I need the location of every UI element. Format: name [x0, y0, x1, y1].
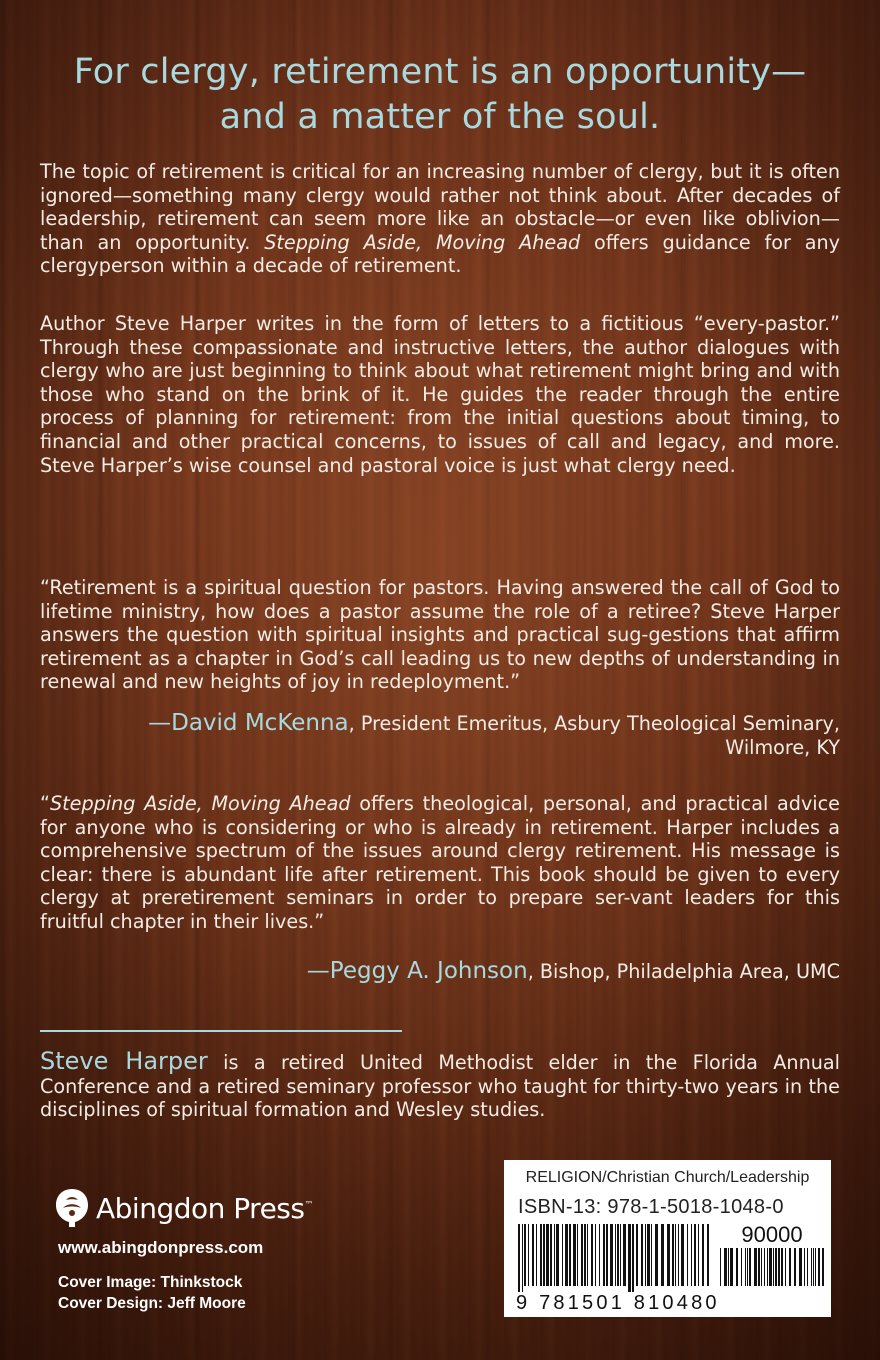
barcode-bar — [584, 1224, 586, 1286]
barcode-bar — [672, 1224, 674, 1286]
section-divider — [40, 1030, 402, 1032]
barcode-bar — [532, 1224, 534, 1286]
endorser-name: —Peggy A. Johnson — [306, 958, 528, 984]
barcode-bar — [617, 1224, 619, 1286]
bisac-category: RELIGION/Christian Church/Leadership — [525, 1169, 810, 1186]
barcode-bar — [587, 1224, 588, 1286]
barcode-bar — [754, 1248, 757, 1286]
barcode-bar — [641, 1224, 643, 1286]
barcode-bar — [636, 1224, 638, 1286]
barcode-bar — [543, 1224, 545, 1286]
author-bio — [40, 1047, 840, 1122]
barcode-bar — [524, 1224, 526, 1286]
barcode-bar — [730, 1248, 733, 1286]
barcode-bar — [720, 1248, 721, 1286]
barcode-bar — [813, 1248, 814, 1286]
barcode-bar — [681, 1224, 684, 1286]
barcode-bar — [702, 1224, 704, 1286]
barcode-bar — [804, 1248, 805, 1286]
author-bio-text: is a retired United Methodist elder in the Florida Annual Conference and a retired seminary professor who taught for thirty-two years in the disciplines of spiritual formation and Wesley studies. — [40, 1051, 840, 1122]
barcode-bar — [536, 1224, 537, 1286]
barcode-bar — [632, 1224, 634, 1292]
barcode-bar — [707, 1224, 709, 1286]
barcode-bar — [645, 1224, 646, 1286]
quote-open-mark: “ — [40, 792, 50, 815]
barcode-bar — [767, 1248, 768, 1286]
endorsement-attribution-2 — [80, 960, 840, 984]
barcode-bar — [736, 1248, 738, 1286]
barcode-bar — [647, 1224, 650, 1286]
publisher-name-text: Abingdon Press — [96, 1192, 305, 1225]
barcode-bar — [769, 1248, 772, 1286]
barcode-graphic — [504, 1160, 831, 1317]
endorsement-quote-2 — [40, 792, 840, 934]
barcode-bar — [577, 1224, 578, 1286]
description-text-b: offers guidance for any clergyperson within a decade of retirement. — [40, 230, 840, 278]
barcode-bar — [675, 1224, 676, 1286]
headline — [40, 50, 840, 140]
barcode-bar — [599, 1224, 600, 1286]
endorsement-quote-1: “Retirement is a spiritual question for pastors. Having answered the call of God to lifetime ministry, how does a pastor assume the role of a retiree? Steve Harper answers the question with spiritual insights and practical sug-gestions that affirm retirement as a chapter in God’s call leading us to new depths of understanding in renewal and new heights of joy in redeployment.” — [40, 576, 840, 694]
barcode-bar — [745, 1248, 746, 1286]
barcode-bar — [741, 1248, 742, 1286]
barcode-bar — [623, 1224, 626, 1286]
publisher-name: Abingdon Press™ — [96, 1192, 313, 1225]
barcode-box — [504, 1160, 831, 1317]
barcode-bar — [691, 1224, 692, 1286]
barcode-bar — [595, 1224, 596, 1286]
quote-body: offers theological, personal, and practical advice for anyone who is considering or who is already in retirement. Harper includes a comprehensive spectrum of the issues around clergy retirement. His message is clear: there is abundant life after retirement. This book should be given to every clergy at preretirement seminars in order to prepare ser-vant leaders for this fruitful chapter in their lives.” — [40, 792, 840, 933]
barcode-bar — [815, 1248, 816, 1286]
barcode-bar — [610, 1224, 613, 1286]
author-name: Steve Harper — [40, 1047, 208, 1075]
barcode-bar — [550, 1224, 552, 1286]
barcode-bar — [569, 1224, 571, 1286]
endorser-name: —David McKenna — [148, 710, 349, 736]
barcode-bar — [818, 1248, 820, 1286]
barcode-bar — [799, 1248, 802, 1286]
barcode-bar — [620, 1224, 621, 1286]
endorser-affiliation: , Bishop, Philadelphia Area, UMC — [527, 960, 840, 983]
barcode-bar — [773, 1248, 774, 1286]
barcode-bar — [661, 1224, 664, 1286]
description-text-a: The topic of retirement is critical for an increasing number of clergy, but it is often ignored—something many clergy would rather not think about. After decades of leadership, retirement can seem more like an obstacle—or even like oblivion—than an opportunity. — [40, 160, 840, 254]
publisher-logo — [52, 1186, 332, 1230]
barcode-bar — [749, 1248, 751, 1286]
barcode-bar — [556, 1224, 559, 1286]
barcode-bar — [698, 1224, 699, 1286]
barcode-bar — [615, 1224, 616, 1286]
barcode-bar — [778, 1248, 780, 1286]
barcode-bar — [573, 1224, 576, 1286]
description-paragraph-2: Author Steve Harper writes in the form of letters to a fictitious “every-pastor.” Through these compassionate and instructive letters, the author dialogues with clergy who are just beginning to think about what retirement might bring and with those who stand on the brink of it. He guides the reader through the entire process of planning for retirement: from the initial questions about timing, to financial and other practical concerns, to issues of call and legacy, and more. Steve Harper’s wise counsel and pastoral voice is just what clergy need. — [40, 312, 840, 477]
barcode-bar — [758, 1248, 760, 1286]
barcode-bar — [540, 1224, 542, 1286]
barcode-bar — [562, 1224, 563, 1286]
barcode-bar — [655, 1224, 658, 1286]
barcode-bar — [667, 1224, 670, 1286]
barcode-bar — [628, 1224, 631, 1292]
endorser-location: Wilmore, KY — [725, 735, 840, 759]
barcode-bar — [794, 1248, 796, 1286]
barcode-bar — [606, 1224, 608, 1286]
isbn-label: ISBN-13: 978-1-5018-1048-0 — [518, 1196, 784, 1218]
barcode-bar — [546, 1224, 549, 1286]
barcode-bar — [678, 1224, 679, 1286]
barcode-bar — [822, 1248, 824, 1286]
book-title-italic: Stepping Aside, Moving Ahead — [264, 230, 581, 254]
endorser-affiliation: , President Emeritus, Asbury Theological Seminary, — [348, 712, 840, 735]
barcode-bar — [694, 1224, 696, 1286]
barcode-bar — [807, 1248, 808, 1286]
barcode-bar — [789, 1248, 791, 1286]
abingdon-logo-icon — [52, 1186, 92, 1230]
cover-design-credit: Cover Design: Jeff Moore — [58, 1295, 246, 1312]
publisher-website: www.abingdonpress.com — [58, 1238, 264, 1257]
barcode-bar — [554, 1224, 555, 1286]
barcode-bar — [522, 1224, 523, 1292]
headline-line-1: For clergy, retirement is an opportunity— — [73, 52, 807, 92]
barcode-bar — [724, 1248, 727, 1286]
price-code: 90000 — [741, 1222, 803, 1247]
barcode-bar — [728, 1248, 729, 1286]
barcode-bar — [581, 1224, 583, 1286]
barcode-bar — [565, 1224, 568, 1286]
book-title-italic: Stepping Aside, Moving Ahead — [49, 792, 351, 815]
ean-digits: 9 781501 810480 — [516, 1292, 720, 1314]
barcode-bar — [775, 1248, 777, 1286]
barcode-bar — [781, 1248, 783, 1286]
endorsement-attribution-1 — [80, 712, 840, 759]
barcode-bar — [518, 1224, 520, 1292]
barcode-bar — [785, 1248, 786, 1286]
cover-image-credit: Cover Image: Thinkstock — [58, 1274, 243, 1291]
barcode-bar — [603, 1224, 605, 1286]
barcode-bar — [651, 1224, 652, 1286]
barcode-bar — [591, 1224, 593, 1286]
barcode-bar — [528, 1224, 529, 1286]
barcode-bar — [761, 1248, 762, 1286]
headline-line-2: and a matter of the soul. — [219, 97, 661, 137]
description-paragraph-1 — [40, 160, 840, 278]
barcode-bar — [687, 1224, 688, 1286]
barcode-bar — [747, 1248, 748, 1286]
barcode-bar — [811, 1248, 812, 1286]
barcode-bar — [764, 1248, 765, 1286]
